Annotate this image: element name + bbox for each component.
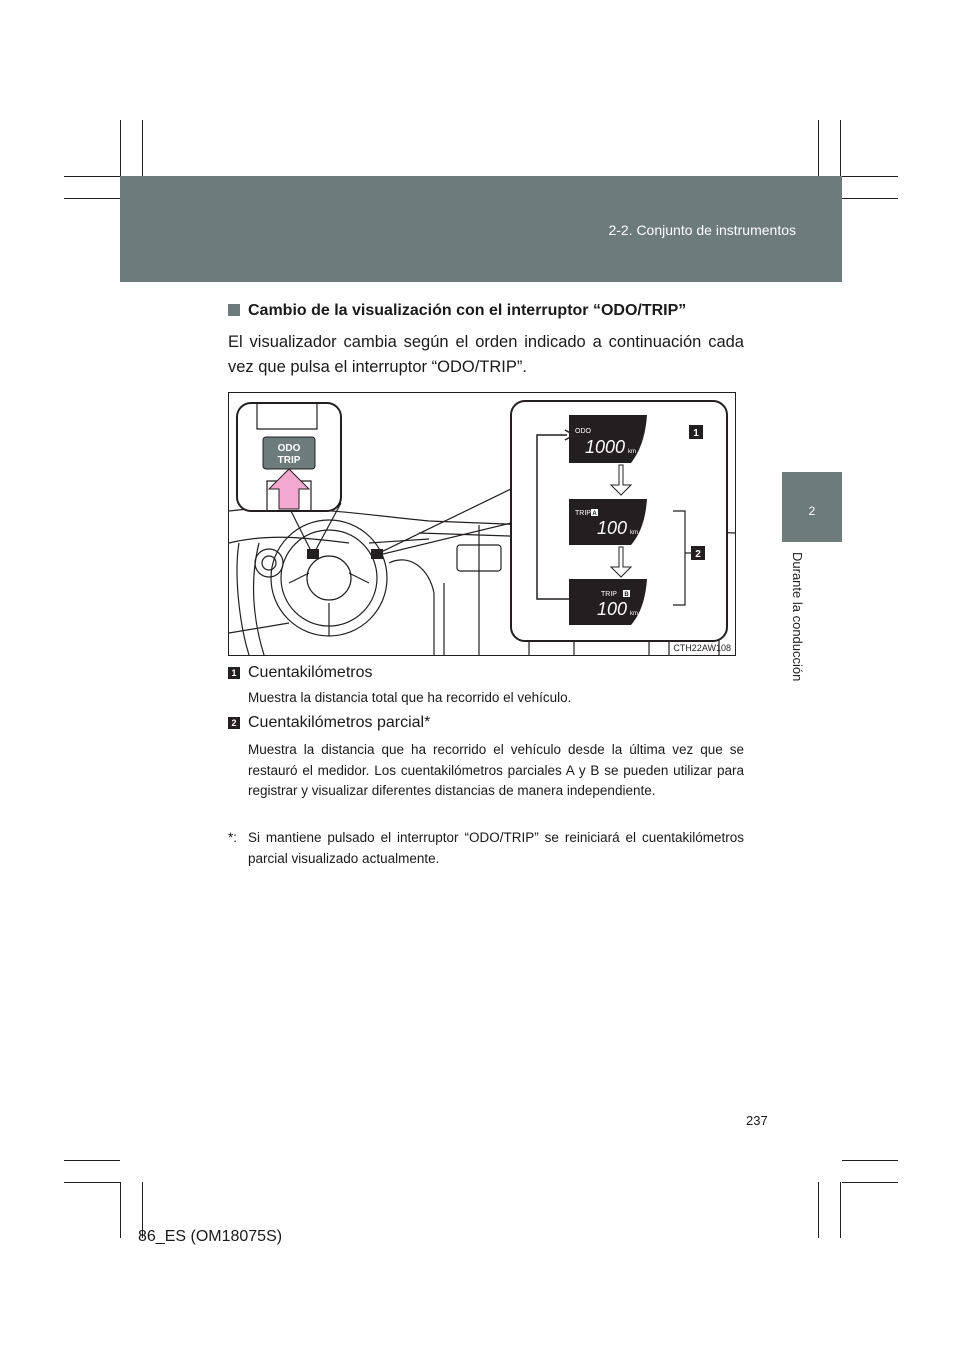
chapter-number: 2: [808, 504, 816, 518]
crop-mark: [842, 1160, 898, 1161]
switch-label-odo: ODO: [277, 443, 301, 454]
item-number-badge: 2: [228, 717, 240, 729]
page-number: 237: [746, 1113, 768, 1128]
figure-code: CTH22AW108: [673, 643, 731, 653]
crop-mark: [818, 120, 819, 176]
crop-mark: [142, 120, 143, 176]
crop-mark: [64, 1160, 120, 1161]
display-value: 100: [596, 599, 627, 619]
item-title: Cuentakilómetros parcial*: [248, 714, 431, 731]
item-number-badge: 1: [228, 667, 240, 679]
crop-mark: [840, 1182, 841, 1238]
dashboard-illustration: [229, 393, 735, 655]
display-label: ODO: [575, 428, 591, 435]
item-1-heading: [228, 664, 373, 682]
trip-badge-letter: A: [592, 511, 597, 517]
item-1-description: Muestra la distancia total que ha recorrido el vehículo.: [248, 690, 572, 705]
display-value: 100: [596, 518, 627, 538]
footnote: [228, 828, 744, 869]
chapter-label-container: [790, 552, 810, 702]
footnote-mark: *:: [228, 830, 238, 845]
item-title: Cuentakilómetros: [248, 664, 373, 681]
item-2-heading: [228, 714, 430, 732]
display-unit: km: [630, 530, 638, 536]
switch-location-marker: [307, 549, 319, 559]
header-band: [120, 176, 842, 282]
display-location-marker: [371, 549, 383, 559]
section-title: [228, 302, 686, 320]
callout-2-label: 2: [695, 549, 701, 560]
document-code: 86_ES (OM18075S): [138, 1228, 283, 1245]
item-2-description: Muestra la distancia que ha recorrido el vehículo desde la última vez que se restauró el medidor. Los cuentakilómetros parciales A y B se pueden utilizar para registrar y visualizar diferentes distancias de manera independiente.: [248, 742, 744, 798]
trip-a-display: [569, 499, 647, 545]
square-bullet-icon: [228, 304, 240, 316]
chapter-tab: [782, 472, 842, 542]
trip-badge-letter: B: [624, 592, 629, 598]
crop-mark: [818, 1182, 819, 1238]
section-title-text: Cambio de la visualización con el interruptor “ODO/TRIP”: [248, 302, 687, 319]
display-unit: km: [630, 611, 638, 617]
trip-b-display: [569, 579, 647, 625]
crop-mark: [120, 120, 121, 176]
display-label: TRIP: [575, 510, 591, 517]
illustration: [228, 392, 736, 656]
intro-paragraph: El visualizador cambia según el orden indicado a continuación cada vez que pulsa el interruptor “ODO/TRIP”.: [228, 333, 744, 376]
crop-mark: [120, 1182, 121, 1238]
display-zoom: [511, 401, 727, 641]
display-unit: km: [628, 449, 636, 455]
odo-display: [569, 415, 647, 463]
switch-label-trip: TRIP: [277, 455, 301, 466]
display-value: 1000: [584, 437, 625, 457]
crop-mark: [842, 1182, 898, 1183]
chapter-label: Durante la conducción: [790, 552, 805, 682]
section-header: 2-2. Conjunto de instrumentos: [608, 222, 796, 238]
crop-mark: [842, 176, 898, 177]
crop-mark: [842, 198, 898, 199]
crop-mark: [64, 176, 120, 177]
display-label: TRIP: [601, 591, 617, 598]
callout-1-label: 1: [693, 428, 699, 439]
crop-mark: [64, 1182, 120, 1183]
crop-mark: [840, 120, 841, 176]
switch-zoom: [237, 403, 341, 511]
crop-mark: [64, 198, 120, 199]
footnote-text: Si mantiene pulsado el interruptor “ODO/TRIP” se reiniciará el cuentakilómetros parcial visualizado actualmente.: [248, 830, 744, 866]
